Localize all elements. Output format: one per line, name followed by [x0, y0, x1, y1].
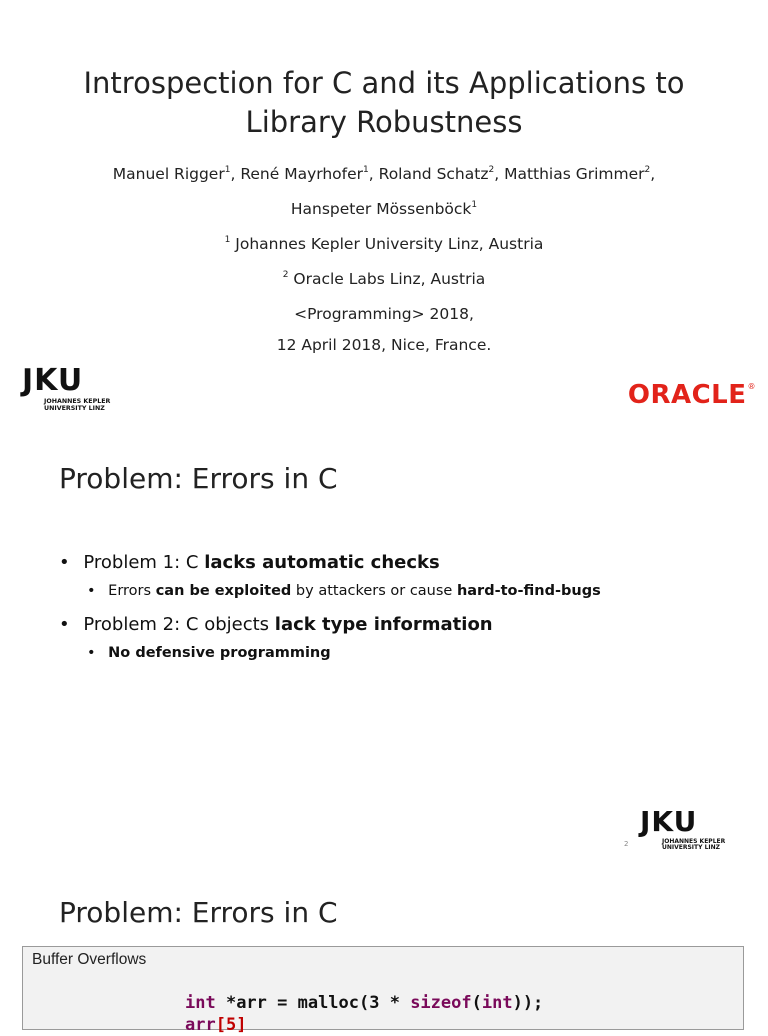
author: Roland Schatz$^2$, [378, 165, 505, 183]
sub-bullet-item: • No defensive programming [59, 640, 739, 666]
code-box [22, 946, 744, 1035]
jku-logo: JKU JOHANNES KEPLER UNIVERSITY LINZ [22, 363, 111, 412]
bullet-item: • Problem 2: C objects lack type information [59, 610, 739, 640]
presentation-title: Introspection for C and its Applications to Library Robustness [83, 66, 685, 139]
venue: <Programming> 2018, [294, 305, 474, 323]
author: Matthias Grimmer$^2$, [504, 165, 656, 183]
author-last: Hanspeter Mössenböck$^1$ [290, 200, 478, 218]
title-slide [0, 0, 768, 430]
slide-title: Problem: Errors in C [59, 896, 338, 929]
code-box-label: Buffer Overflows [32, 951, 147, 968]
date-place: 12 April 2018, Nice, France. [276, 336, 492, 354]
author-list [40, 160, 728, 195]
affiliation-jku: $^1$ Johannes Kepler University Linz, Austria [224, 235, 544, 253]
code-snippet: int *arr = malloc(3 * sizeof(int)); arr[5] [185, 993, 544, 1035]
affiliation-oracle: $^2$ Oracle Labs Linz, Austria [282, 270, 486, 288]
page-number: 2 [624, 840, 629, 848]
slide-title: Problem: Errors in C [59, 462, 338, 495]
author: Manuel Rigger$^1$, [112, 165, 241, 183]
sub-bullet-item: • Errors can be exploited by attackers or cause hard-to-find-bugs [59, 578, 739, 604]
bullet-item: • Problem 1: C lacks automatic checks [59, 548, 739, 578]
oracle-logo: ORACLE® [627, 380, 756, 410]
author: René Mayrhofer$^1$, [240, 165, 379, 183]
bullet-list [59, 548, 739, 672]
jku-logo: JKU JOHANNES KEPLER UNIVERSITY LINZ [640, 805, 726, 852]
author-block [40, 160, 728, 362]
problem-slide [0, 430, 768, 870]
buffer-overflow-slide [0, 870, 768, 1035]
